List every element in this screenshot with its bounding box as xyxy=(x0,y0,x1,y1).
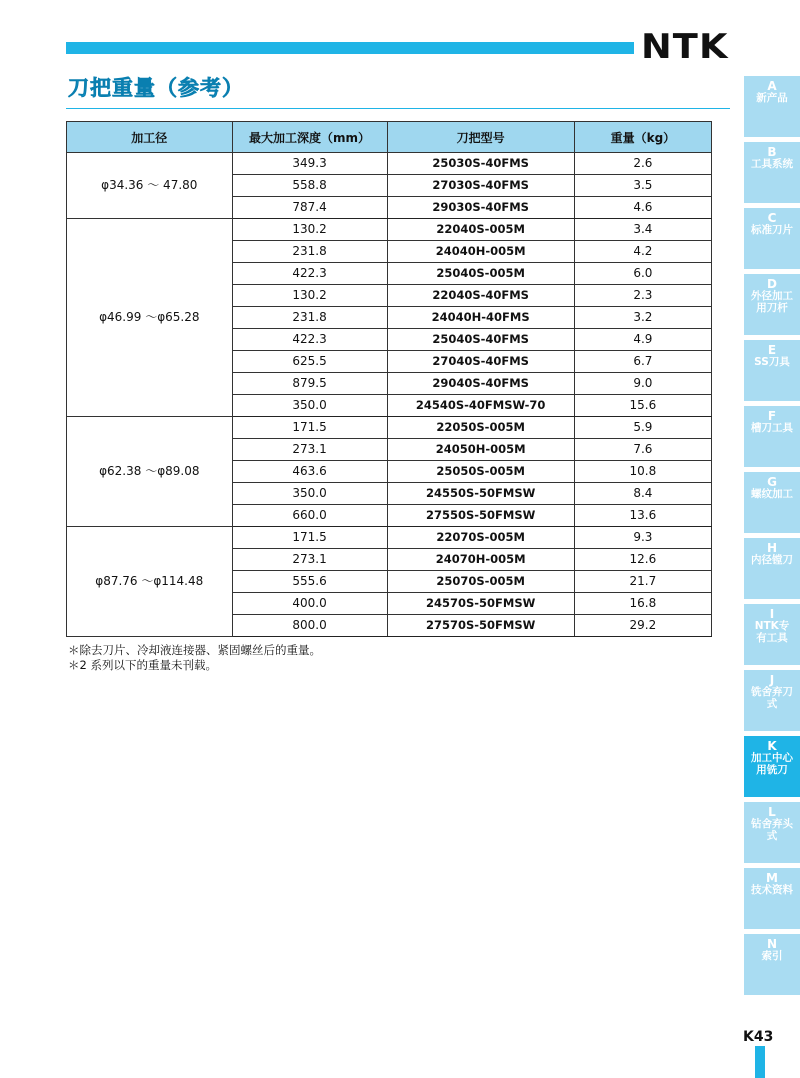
weight-cell: 3.2 xyxy=(574,307,711,329)
col-header-weight: 重量（kg） xyxy=(574,122,711,153)
weight-cell: 29.2 xyxy=(574,615,711,637)
sidebar-tab-letter: C xyxy=(767,211,777,225)
sidebar-tab-h[interactable] xyxy=(744,538,800,599)
depth-cell: 350.0 xyxy=(232,395,387,417)
model-cell: 29040S-40FMS xyxy=(387,373,574,395)
sidebar-tab-label: 槽刀工具 xyxy=(751,422,793,434)
depth-cell: 231.8 xyxy=(232,307,387,329)
footnote: ＊2 系列以下的重量未刊载。 xyxy=(68,658,217,672)
weight-table xyxy=(66,121,712,637)
col-header-diameter: 加工径 xyxy=(67,122,233,153)
model-cell: 22050S-005M xyxy=(387,417,574,439)
depth-cell: 463.6 xyxy=(232,461,387,483)
weight-cell: 6.0 xyxy=(574,263,711,285)
weight-cell: 8.4 xyxy=(574,483,711,505)
weight-cell: 21.7 xyxy=(574,571,711,593)
sidebar-tab-letter: L xyxy=(768,805,776,819)
weight-cell: 10.8 xyxy=(574,461,711,483)
model-cell: 25030S-40FMS xyxy=(387,153,574,175)
depth-cell: 558.8 xyxy=(232,175,387,197)
sidebar-tab-letter: K xyxy=(767,739,777,753)
sidebar-tab-letter: G xyxy=(767,475,777,489)
weight-cell: 4.9 xyxy=(574,329,711,351)
table-row xyxy=(67,219,712,241)
weight-cell: 7.6 xyxy=(574,439,711,461)
model-cell: 22070S-005M xyxy=(387,527,574,549)
weight-cell: 6.7 xyxy=(574,351,711,373)
model-cell: 24570S-50FMSW xyxy=(387,593,574,615)
sidebar-tab-l[interactable] xyxy=(744,802,800,863)
weight-cell: 3.4 xyxy=(574,219,711,241)
sidebar-tab-letter: I xyxy=(769,607,775,621)
sidebar-tab-letter: A xyxy=(767,79,777,93)
depth-cell: 660.0 xyxy=(232,505,387,527)
model-cell: 29030S-40FMS xyxy=(387,197,574,219)
page-number: K43 xyxy=(743,1029,774,1045)
depth-cell: 879.5 xyxy=(232,373,387,395)
sidebar-tab-label: SS刀具 xyxy=(754,356,790,368)
sidebar-tab-letter: B xyxy=(767,145,777,159)
sidebar-tab-label: 钻舍弃头式 xyxy=(751,818,793,842)
weight-cell: 4.2 xyxy=(574,241,711,263)
chapter-index-sidebar xyxy=(744,76,800,1000)
sidebar-tab-a[interactable] xyxy=(744,76,800,137)
page-title: 刀把重量（参考） xyxy=(68,76,244,100)
sidebar-tab-label: 标准刀片 xyxy=(751,224,793,236)
model-cell: 24550S-50FMSW xyxy=(387,483,574,505)
title-divider xyxy=(66,108,730,109)
sidebar-tab-letter: J xyxy=(769,673,775,687)
sidebar-tab-e[interactable] xyxy=(744,340,800,401)
model-cell: 24070H-005M xyxy=(387,549,574,571)
model-cell: 24540S-40FMSW-70 xyxy=(387,395,574,417)
sidebar-tab-m[interactable] xyxy=(744,868,800,929)
table-row xyxy=(67,417,712,439)
diameter-range-cell: φ87.76 ～φ114.48 xyxy=(67,527,233,637)
table-header-row xyxy=(67,122,712,153)
model-cell: 24040H-40FMS xyxy=(387,307,574,329)
depth-cell: 273.1 xyxy=(232,439,387,461)
model-cell: 25070S-005M xyxy=(387,571,574,593)
sidebar-tab-letter: H xyxy=(766,541,778,555)
header-accent-bar xyxy=(66,42,634,54)
footnote: ＊除去刀片、冷却液连接器、紧固螺丝后的重量。 xyxy=(68,643,321,657)
sidebar-tab-label: 技术资料 xyxy=(751,884,793,896)
diameter-range-cell: φ46.99 ～φ65.28 xyxy=(67,219,233,417)
weight-cell: 2.3 xyxy=(574,285,711,307)
model-cell: 25040S-40FMS xyxy=(387,329,574,351)
model-cell: 22040S-40FMS xyxy=(387,285,574,307)
depth-cell: 171.5 xyxy=(232,417,387,439)
model-cell: 25040S-005M xyxy=(387,263,574,285)
weight-cell: 4.6 xyxy=(574,197,711,219)
sidebar-tab-g[interactable] xyxy=(744,472,800,533)
depth-cell: 273.1 xyxy=(232,549,387,571)
weight-cell: 16.8 xyxy=(574,593,711,615)
depth-cell: 130.2 xyxy=(232,219,387,241)
table-row xyxy=(67,527,712,549)
depth-cell: 400.0 xyxy=(232,593,387,615)
weight-cell: 15.6 xyxy=(574,395,711,417)
sidebar-tab-k[interactable] xyxy=(744,736,800,797)
col-header-depth: 最大加工深度（mm） xyxy=(232,122,387,153)
sidebar-tab-f[interactable] xyxy=(744,406,800,467)
weight-cell: 9.0 xyxy=(574,373,711,395)
depth-cell: 625.5 xyxy=(232,351,387,373)
sidebar-tab-label: 新产品 xyxy=(756,92,788,104)
depth-cell: 350.0 xyxy=(232,483,387,505)
sidebar-tab-b[interactable] xyxy=(744,142,800,203)
weight-cell: 12.6 xyxy=(574,549,711,571)
model-cell: 27570S-50FMSW xyxy=(387,615,574,637)
sidebar-tab-label: NTK专有工具 xyxy=(754,620,790,644)
sidebar-tab-label: 内径镗刀 xyxy=(751,554,793,566)
model-cell: 27040S-40FMS xyxy=(387,351,574,373)
weight-cell: 9.3 xyxy=(574,527,711,549)
model-cell: 24050H-005M xyxy=(387,439,574,461)
sidebar-tab-letter: N xyxy=(766,937,778,951)
sidebar-tab-label: 螺纹加工 xyxy=(751,488,793,500)
model-cell: 22040S-005M xyxy=(387,219,574,241)
depth-cell: 231.8 xyxy=(232,241,387,263)
depth-cell: 800.0 xyxy=(232,615,387,637)
depth-cell: 787.4 xyxy=(232,197,387,219)
depth-cell: 171.5 xyxy=(232,527,387,549)
depth-cell: 422.3 xyxy=(232,263,387,285)
diameter-range-cell: φ34.36 ～ 47.80 xyxy=(67,153,233,219)
sidebar-tab-letter: M xyxy=(766,871,778,885)
model-cell: 25050S-005M xyxy=(387,461,574,483)
diameter-range-cell: φ62.38 ～φ89.08 xyxy=(67,417,233,527)
depth-cell: 422.3 xyxy=(232,329,387,351)
sidebar-tab-j[interactable] xyxy=(744,670,800,731)
model-cell: 27030S-40FMS xyxy=(387,175,574,197)
sidebar-tab-label: 工具系统 xyxy=(751,158,793,170)
model-cell: 27550S-50FMSW xyxy=(387,505,574,527)
footnotes xyxy=(68,643,321,673)
col-header-model: 刀把型号 xyxy=(387,122,574,153)
page-number-bar xyxy=(755,1046,765,1078)
sidebar-tab-label: 加工中心用铣刀 xyxy=(751,752,793,776)
weight-cell: 2.6 xyxy=(574,153,711,175)
sidebar-tab-letter: F xyxy=(767,409,777,423)
sidebar-tab-letter: E xyxy=(767,343,777,357)
weight-cell: 5.9 xyxy=(574,417,711,439)
depth-cell: 555.6 xyxy=(232,571,387,593)
sidebar-tab-label: 外径加工用刀杆 xyxy=(751,290,793,314)
sidebar-tab-label: 索引 xyxy=(761,950,783,962)
depth-cell: 349.3 xyxy=(232,153,387,175)
sidebar-tab-i[interactable] xyxy=(744,604,800,665)
weight-cell: 13.6 xyxy=(574,505,711,527)
brand-logo: NTK xyxy=(641,27,729,67)
sidebar-tab-n[interactable] xyxy=(744,934,800,995)
depth-cell: 130.2 xyxy=(232,285,387,307)
model-cell: 24040H-005M xyxy=(387,241,574,263)
table-body xyxy=(67,153,712,637)
weight-cell: 3.5 xyxy=(574,175,711,197)
sidebar-tab-label: 铣舍弃刀式 xyxy=(751,686,793,710)
sidebar-tab-letter: D xyxy=(767,277,777,291)
sidebar-tab-d[interactable] xyxy=(744,274,800,335)
table-row xyxy=(67,153,712,175)
sidebar-tab-c[interactable] xyxy=(744,208,800,269)
